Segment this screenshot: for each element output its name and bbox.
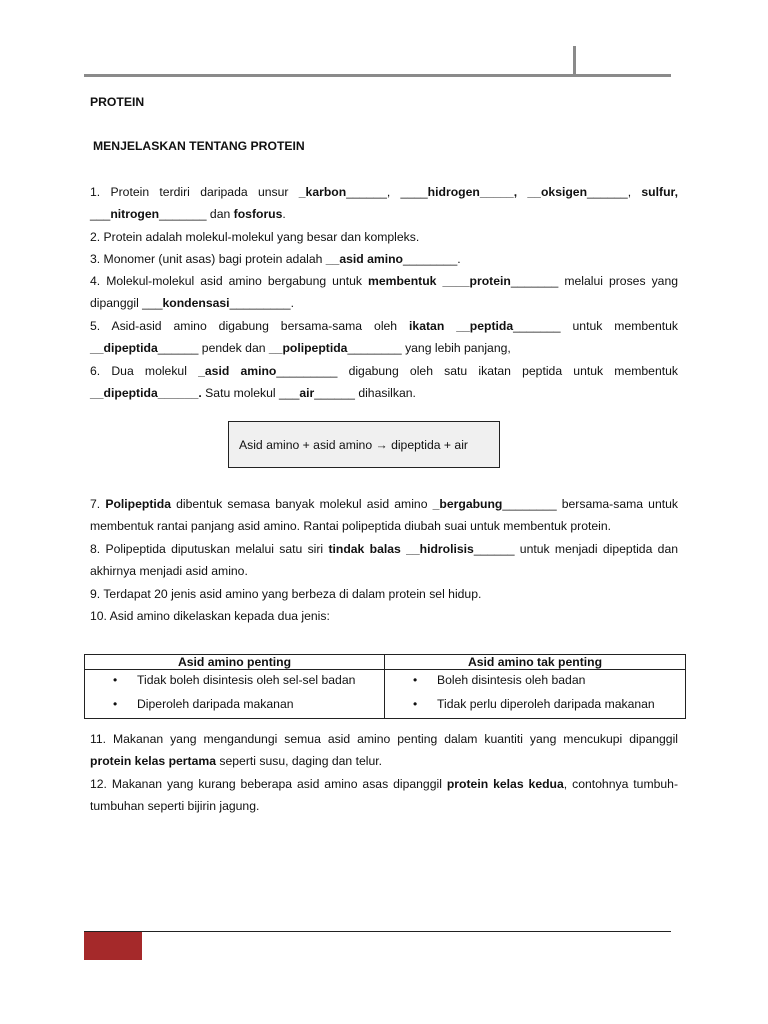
amino-acid-table [84,654,686,719]
page-title: PROTEIN [90,95,145,109]
table-header: Asid amino tak penting [385,655,686,670]
item-10: 10. Asid amino dikelaskan kepada dua jenis: [90,609,330,623]
item-12: 12. Makanan yang kurang beberapa asid amino asas dipanggil protein kelas kedua, contohnya tumbuh-tumbuhan seperti bijirin jagung. [90,777,679,814]
footer-rule [84,931,671,932]
footer-page-block [84,932,142,960]
section-heading: MENJELASKAN TENTANG PROTEIN [93,139,305,153]
table-cell: • Boleh disintesis oleh badan [385,670,685,694]
header-rule [84,74,671,77]
item-7: 7. Polipeptida dibentuk semasa banyak molekul asid amino _bergabung________ bersama-sama untuk membentuk rantai panjang asid amino. Rantai polipeptida diubah suai untuk membentuk protein. [90,497,678,534]
table-cell: • Tidak perlu diperoleh daripada makanan [385,694,685,718]
item-1: 1. Protein terdiri daripada unsur _karbon______, ____hidrogen_____, __oksigen______, sulfur, ___nitrogen_______ dan fosforus. [90,185,678,222]
item-8: 8. Polipeptida diputuskan melalui satu siri tindak balas __hidrolisis______ untuk menjadi dipeptida dan akhirnya menjadi asid amino. [90,542,678,579]
item-4: 4. Molekul-molekul asid amino bergabung untuk membentuk ____protein_______ melalui proses yang dipanggil ___kondensasi_________. [90,274,678,311]
item-5: 5. Asid-asid amino digabung bersama-sama oleh ikatan __peptida_______ untuk membentuk __dipeptida______ pendek dan __polipeptida________ yang lebih panjang, [90,319,678,356]
item-9: 9. Terdapat 20 jenis asid amino yang berbeza di dalam protein sel hidup. [90,587,482,601]
table-row [85,670,686,695]
item-6: 6. Dua molekul _asid amino_________ digabung oleh satu ikatan peptida untuk membentuk __dipeptida______. Satu molekul ___air______ dihasilkan. [90,364,678,401]
item-2: 2. Protein adalah molekul-molekul yang besar dan kompleks. [90,230,420,244]
table-row [85,694,686,719]
reaction-formula: Asid amino + asid amino → dipeptida + air [239,437,468,452]
header-tick [573,46,576,76]
table-cell: • Diperoleh daripada makanan [85,694,384,718]
table-cell: • Tidak boleh disintesis oleh sel-sel badan [85,670,384,694]
item-11: 11. Makanan yang mengandungi semua asid amino penting dalam kuantiti yang mencukupi dipanggil protein kelas pertama seperti susu, daging dan telur. [90,732,678,769]
reaction-formula-box [228,421,500,468]
table-header: Asid amino penting [85,655,385,670]
item-3: 3. Monomer (unit asas) bagi protein adalah __asid amino________. [90,252,461,266]
